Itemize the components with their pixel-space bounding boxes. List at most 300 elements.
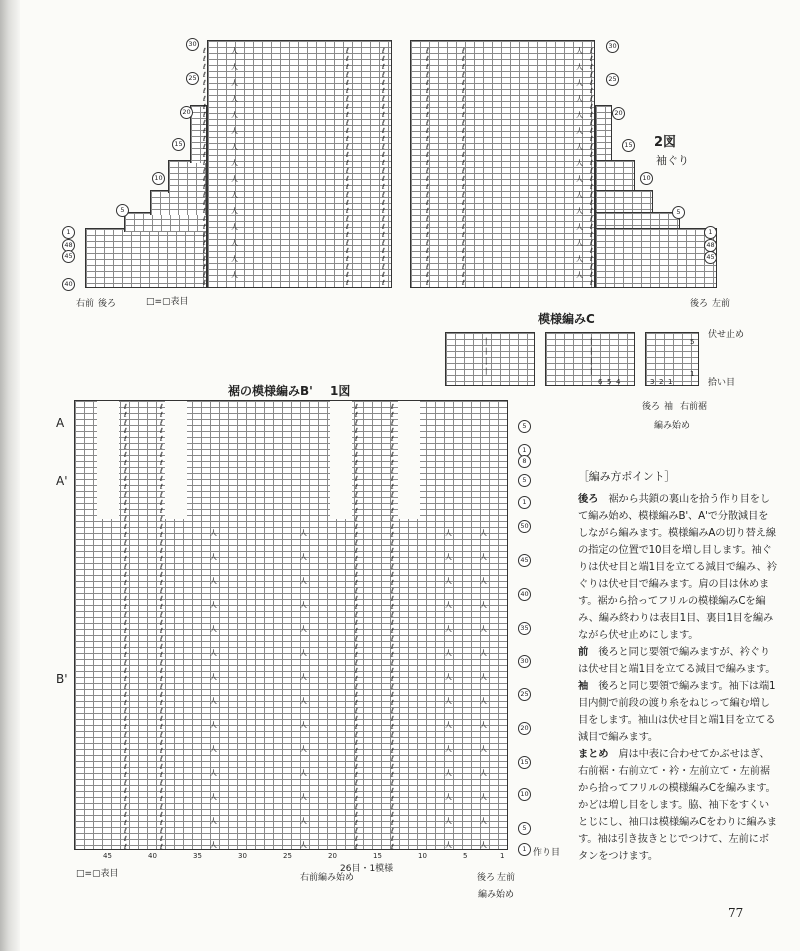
stitch-symbol: ℓ [160, 459, 163, 467]
chart-grid-left [85, 228, 207, 288]
stitch-symbol: ℓ [382, 103, 385, 111]
stitch-symbol: ℓ [203, 247, 206, 255]
stitch-symbol: ℓ [124, 611, 127, 619]
stitch-symbol: ℓ [203, 47, 206, 55]
start-label: 編み始め [654, 421, 691, 431]
pattern-c-title: 模様編みC [538, 312, 595, 326]
stitch-symbol: ℓ [160, 427, 163, 435]
stitch-symbol: ℓ [426, 271, 429, 279]
column-number: 15 [373, 852, 382, 860]
stitch-symbol: 人 [300, 649, 307, 657]
row-label: 25 [518, 688, 531, 701]
row-label: 48 [62, 239, 75, 252]
row-label: 1 [518, 843, 531, 856]
stitch-symbol: ℓ [382, 71, 385, 79]
stitch-symbol: ℓ [124, 411, 127, 419]
stitch-symbol: ℓ [160, 787, 163, 795]
diagram-2-title: 2図 [654, 135, 677, 150]
stitch-symbol: ℓ [355, 675, 358, 683]
stitch-symbol: 人 [445, 601, 452, 609]
stitch-symbol: ℓ [462, 87, 465, 95]
stitch-symbol: ℓ [382, 79, 385, 87]
stitch-symbol: ℓ [391, 635, 394, 643]
stitch-symbol: ℓ [382, 199, 385, 207]
stitch-symbol: ℓ [346, 79, 349, 87]
stitch-symbol: ℓ [382, 63, 385, 71]
stitch-symbol: ℓ [124, 715, 127, 723]
bottom-label-sleeve: 袖 [664, 402, 674, 412]
stitch-symbol: 人 [300, 721, 307, 729]
stitch-symbol: ℓ [426, 167, 429, 175]
stitch-symbol: ℓ [426, 111, 429, 119]
stitch-symbol: ℓ [355, 531, 358, 539]
stitch-symbol: ℓ [346, 127, 349, 135]
stitch-symbol: ℓ [124, 451, 127, 459]
stitch-symbol: ℓ [590, 71, 593, 79]
stitch-symbol: ℓ [355, 403, 358, 411]
stitch-symbol: 人 [300, 817, 307, 825]
stitch-symbol: ℓ [590, 135, 593, 143]
diagram-1-title: 裾の模様編みB' [228, 384, 313, 398]
bottom-label-right-front-hem: 右前裾 [680, 402, 708, 412]
stitch-symbol: ℓ [382, 111, 385, 119]
stitch-symbol: ℓ [462, 199, 465, 207]
stitch-symbol: ℓ [462, 119, 465, 127]
stitch-symbol: 人 [210, 553, 217, 561]
stitch-symbol: ℓ [382, 255, 385, 263]
stitch-symbol: ℓ [355, 483, 358, 491]
row-label: 45 [518, 554, 531, 567]
stitch-symbol: ℓ [355, 779, 358, 787]
stitch-symbol: ℓ [203, 95, 206, 103]
section-text: 後ろと同じ要領で編みますが、衿ぐりは伏せ目と端1目を立てる減目で編みます。 [578, 646, 776, 675]
stitch-symbol: ℓ [590, 175, 593, 183]
stitch-symbol: ℓ [426, 71, 429, 79]
pattern-gap [398, 401, 420, 519]
stitch-symbol: ℓ [355, 747, 358, 755]
stitch-symbol: ℓ [426, 119, 429, 127]
stitch-symbol: ℓ [391, 571, 394, 579]
stitch-symbol: ℓ [382, 191, 385, 199]
stitch-symbol: ℓ [382, 47, 385, 55]
stitch-symbol: ℓ [382, 231, 385, 239]
stitch-symbol: ℓ [124, 515, 127, 523]
stitch-symbol: ℓ [124, 731, 127, 739]
stitch-symbol: ℓ [124, 627, 127, 635]
stitch-symbol: ℓ [203, 55, 206, 63]
row-label: 25 [186, 72, 199, 85]
stitch-symbol: 人 [231, 127, 238, 135]
stitch-symbol: ℓ [355, 555, 358, 563]
stitch-symbol: ℓ [346, 119, 349, 127]
stitch-symbol: ℓ [355, 587, 358, 595]
stitch-symbol: ℓ [590, 111, 593, 119]
stitch-symbol: 人 [576, 127, 583, 135]
stitch-symbol: ℓ [590, 55, 593, 63]
stitch-symbol: ℓ [426, 55, 429, 63]
stitch-symbol: 人 [480, 841, 487, 849]
stitch-symbol: ℓ [124, 779, 127, 787]
section-head: 前 [578, 646, 589, 658]
stitch-symbol: ℓ [462, 135, 465, 143]
stitch-symbol: ℓ [462, 223, 465, 231]
stitch-symbol: ℓ [160, 595, 163, 603]
stitch-symbol: ℓ [160, 707, 163, 715]
stitch-symbol: ℓ [391, 467, 394, 475]
stitch-symbol: 人 [480, 553, 487, 561]
stitch-symbol: ℓ [355, 499, 358, 507]
stitch-symbol: ℓ [124, 459, 127, 467]
stitch-symbol: ℓ [160, 419, 163, 427]
stitch-symbol: 人 [231, 271, 238, 279]
stitch-symbol: ℓ [355, 427, 358, 435]
stitch-symbol: 人 [300, 529, 307, 537]
stitch-symbol: ℓ [124, 499, 127, 507]
stitch-symbol: ℓ [160, 483, 163, 491]
stitch-symbol: ℓ [124, 403, 127, 411]
stitch-symbol: ℓ [160, 779, 163, 787]
stitch-symbol: ℓ [355, 475, 358, 483]
stitch-symbol: ℓ [391, 835, 394, 843]
stitch-symbol: ℓ [590, 191, 593, 199]
stitch-symbol: ℓ [590, 63, 593, 71]
stitch-symbol: 人 [576, 207, 583, 215]
stitch-symbol: ℓ [124, 811, 127, 819]
stitch-symbol: ℓ [391, 819, 394, 827]
stitch-symbol: ℓ [355, 691, 358, 699]
stitch-symbol: ℓ [382, 159, 385, 167]
stitch-symbol: ℓ [346, 111, 349, 119]
chart-grid-right [595, 160, 635, 193]
stitch-symbol: ℓ [355, 835, 358, 843]
stitch-symbol: ℓ [355, 803, 358, 811]
stitch-symbol: ℓ [203, 199, 206, 207]
stitch-symbol: ℓ [391, 515, 394, 523]
stitch-symbol: ℓ [203, 143, 206, 151]
stitch-symbol: ℓ [462, 95, 465, 103]
stitch-symbol: ℓ [160, 835, 163, 843]
stitch-symbol: ℓ [160, 579, 163, 587]
stitch-number: 3 [650, 378, 655, 386]
stitch-symbol: ℓ [426, 279, 429, 287]
stitch-symbol: 人 [210, 721, 217, 729]
stitch-symbol: ℓ [426, 63, 429, 71]
stitch-symbol: ℓ [590, 47, 593, 55]
stitch-symbol: ℓ [382, 279, 385, 287]
stitch-symbol: 人 [576, 255, 583, 263]
stitch-symbol: ℓ [124, 691, 127, 699]
stitch-symbol: ℓ [462, 207, 465, 215]
row-label: 15 [172, 138, 185, 151]
stitch-symbol: ℓ [124, 427, 127, 435]
stitch-symbol: 人 [210, 745, 217, 753]
stitch-symbol: ℓ [462, 215, 465, 223]
stitch-symbol: 人 [480, 625, 487, 633]
stitch-symbol: ℓ [124, 571, 127, 579]
stitch-symbol: 人 [300, 841, 307, 849]
stitch-symbol: ℓ [160, 843, 163, 851]
stitch-symbol: ℓ [391, 723, 394, 731]
row-label: 50 [518, 520, 531, 533]
stitch-symbol: ℓ [426, 239, 429, 247]
stitch-symbol: ℓ [391, 443, 394, 451]
stitch-symbol: 人 [445, 841, 452, 849]
stitch-symbol: ℓ [391, 691, 394, 699]
chart-grid-left [168, 160, 207, 193]
stitch-symbol: ℓ [391, 483, 394, 491]
stitch-symbol: ℓ [462, 79, 465, 87]
stitch-symbol: ℓ [590, 95, 593, 103]
stitch-symbol: ℓ [382, 135, 385, 143]
stitch-symbol: ℓ [462, 175, 465, 183]
stitch-symbol: 人 [480, 577, 487, 585]
stitch-symbol: ℓ [124, 435, 127, 443]
stitch-symbol: 人 [576, 271, 583, 279]
stitch-symbol: ℓ [124, 747, 127, 755]
stitch-symbol: ℓ [382, 87, 385, 95]
stitch-symbol: ℓ [203, 175, 206, 183]
stitch-symbol: ℓ [160, 771, 163, 779]
stitch-symbol: 人 [300, 625, 307, 633]
stitch-symbol: ℓ [590, 87, 593, 95]
stitch-symbol: ℓ [391, 827, 394, 835]
stitch-symbol: ℓ [160, 827, 163, 835]
stitch-symbol: ℓ [124, 819, 127, 827]
stitch-symbol: ℓ [426, 175, 429, 183]
stitch-symbol: 人 [480, 769, 487, 777]
stitch-symbol: 人 [480, 793, 487, 801]
stitch-symbol: ℓ [355, 603, 358, 611]
stitch-symbol: ℓ [391, 579, 394, 587]
stitch-symbol: ℓ [160, 747, 163, 755]
stitch-symbol: ℓ [346, 159, 349, 167]
stitch-symbol: 人 [480, 721, 487, 729]
stitch-symbol: ℓ [391, 651, 394, 659]
stitch-symbol: ℓ [160, 643, 163, 651]
stitch-symbol: ℓ [382, 215, 385, 223]
stitch-symbol: ℓ [382, 143, 385, 151]
row-label: 15 [622, 139, 635, 152]
stitch-symbol: ℓ [124, 635, 127, 643]
stitch-symbol: ℓ [160, 795, 163, 803]
stitch-symbol: 人 [576, 175, 583, 183]
bottom-label-back: 後ろ [477, 873, 496, 883]
stitch-symbol: ℓ [160, 603, 163, 611]
stitch-symbol: ℓ [160, 811, 163, 819]
stitch-symbol: ℓ [382, 127, 385, 135]
row-label: 30 [606, 40, 619, 53]
stitch-symbol: 人 [445, 529, 452, 537]
stitch-symbol: 人 [300, 577, 307, 585]
diagram-2-subtitle: 袖ぐり [656, 154, 689, 167]
stitch-symbol: 人 [480, 673, 487, 681]
bottom-label-left-front: 左前 [497, 873, 516, 883]
notes-section [578, 678, 778, 746]
stitch-symbol: ℓ [426, 191, 429, 199]
stitch-symbol: 人 [576, 63, 583, 71]
row-number: 1 [690, 370, 695, 378]
stitch-symbol: ℓ [426, 183, 429, 191]
stitch-symbol: ℓ [382, 119, 385, 127]
stitch-symbol: ℓ [203, 119, 206, 127]
stitch-symbol: ℓ [160, 683, 163, 691]
row-label: 45 [62, 250, 75, 263]
stitch-symbol: ℓ [124, 643, 127, 651]
stitch-symbol: ℓ [382, 167, 385, 175]
stitch-symbol: 人 [231, 159, 238, 167]
stitch-symbol: ℓ [391, 771, 394, 779]
stitch-symbol: ℓ [355, 707, 358, 715]
stitch-symbol: 人 [445, 673, 452, 681]
stitch-symbol: ℓ [160, 587, 163, 595]
stitch-symbol: 人 [576, 79, 583, 87]
stitch-symbol: ℓ [590, 79, 593, 87]
stitch-symbol: ℓ [160, 651, 163, 659]
stitch-symbol: ℓ [355, 843, 358, 851]
stitch-symbol: ℓ [391, 603, 394, 611]
stitch-symbol: ℓ [346, 183, 349, 191]
stitch-symbol: 人 [210, 793, 217, 801]
stitch-symbol: ℓ [203, 167, 206, 175]
stitch-symbol: ℓ [391, 683, 394, 691]
stitch-symbol: ℓ [355, 435, 358, 443]
stitch-symbol: ℓ [391, 491, 394, 499]
stitch-symbol: ℓ [391, 459, 394, 467]
column-number: 45 [103, 852, 112, 860]
row-label: 25 [606, 73, 619, 86]
diagram-1-figure: 1図 [330, 384, 351, 398]
stitch-symbol: ℓ [124, 827, 127, 835]
stitch-number: 4 [616, 378, 621, 386]
stitch-symbol: ℓ [391, 595, 394, 603]
stitch-symbol: ℓ [391, 427, 394, 435]
stitch-symbol: 人 [231, 47, 238, 55]
stitch-symbol: ℓ [382, 95, 385, 103]
stitch-symbol: ℓ [462, 111, 465, 119]
stitch-symbol: ℓ [355, 523, 358, 531]
page-spine-shadow [0, 0, 20, 951]
stitch-symbol: 人 [210, 577, 217, 585]
stitch-symbol: ℓ [355, 579, 358, 587]
stitch-symbol: ℓ [355, 491, 358, 499]
stitch-symbol: ℓ [391, 419, 394, 427]
stitch-symbol: ℓ [590, 215, 593, 223]
stitch-symbol: ℓ [355, 755, 358, 763]
stitch-symbol: ℓ [124, 539, 127, 547]
row-label: 48 [704, 239, 717, 252]
stitch-symbol: ℓ [160, 499, 163, 507]
stitch-symbol: ℓ [426, 223, 429, 231]
stitch-symbol: ℓ [426, 255, 429, 263]
stitch-symbol: 人 [231, 79, 238, 87]
stitch-symbol: ℓ [346, 95, 349, 103]
stitch-symbol: ℓ [124, 843, 127, 851]
stitch-symbol: ℓ [391, 747, 394, 755]
stitch-symbol: ℓ [391, 587, 394, 595]
stitch-symbol: ℓ [462, 103, 465, 111]
column-number: 1 [500, 852, 505, 860]
stitch-symbol: 人 [231, 191, 238, 199]
cast-on-label: 作り目 [533, 848, 561, 858]
stitch-symbol: ℓ [391, 739, 394, 747]
stitch-symbol: ℓ [426, 199, 429, 207]
stitch-symbol: ℓ [124, 547, 127, 555]
stitch-symbol: 人 [480, 649, 487, 657]
stitch-symbol: 人 [300, 793, 307, 801]
column-number: 35 [193, 852, 202, 860]
stitch-symbol: ℓ [124, 723, 127, 731]
stitch-symbol: ℓ [426, 159, 429, 167]
stitch-symbol: ℓ [355, 787, 358, 795]
stitch-symbol: ℓ [355, 763, 358, 771]
stitch-symbol: 人 [210, 673, 217, 681]
stitch-symbol: ℓ [124, 739, 127, 747]
stitch-symbol: ℓ [590, 143, 593, 151]
stitch-symbol: ℓ [462, 279, 465, 287]
row-label: 5 [672, 206, 685, 219]
stitch-symbol: ℓ [203, 79, 206, 87]
repeat-label: 26目・1模様 [340, 864, 394, 874]
stitch-symbol: ℓ [355, 827, 358, 835]
bottom-label-back: 後ろ [642, 402, 661, 412]
stitch-symbol: ℓ [391, 707, 394, 715]
stitch-symbol: ℓ [391, 499, 394, 507]
chart-grid-right [410, 40, 595, 288]
stitch-number: 1 [668, 378, 673, 386]
row-label: 10 [152, 172, 165, 185]
stitch-symbol: 人 [445, 577, 452, 585]
stitch-symbol: ℓ [124, 563, 127, 571]
stitch-symbol: ℓ [462, 263, 465, 271]
stitch-symbol: ℓ [462, 71, 465, 79]
stitch-symbol: ℓ [391, 619, 394, 627]
notes-heading: ［編み方ポイント］ [578, 470, 676, 483]
stitch-symbol: 人 [480, 745, 487, 753]
stitch-symbol: ℓ [203, 191, 206, 199]
section-head: 袖 [578, 680, 589, 692]
stitch-symbol: ℓ [355, 595, 358, 603]
stitch-symbol: ℓ [391, 539, 394, 547]
row-label: 10 [640, 172, 653, 185]
stitch-symbol: 人 [576, 143, 583, 151]
row-label: 20 [612, 107, 625, 120]
stitch-symbol: ℓ [391, 403, 394, 411]
stitch-symbol: ℓ [355, 683, 358, 691]
stitch-symbol: ℓ [391, 755, 394, 763]
stitch-symbol: ℓ [203, 279, 206, 287]
pattern-gap [330, 401, 352, 519]
stitch-symbol: ℓ [346, 279, 349, 287]
stitch-symbol: ℓ [124, 803, 127, 811]
stitch-symbol: 人 [231, 63, 238, 71]
row-label: 20 [180, 106, 193, 119]
stitch-symbol: ℓ [426, 263, 429, 271]
stitch-symbol: ℓ [462, 159, 465, 167]
stitch-symbol: ℓ [346, 207, 349, 215]
stitch-symbol: ℓ [124, 763, 127, 771]
stitch-symbol: ℓ [203, 263, 206, 271]
stitch-symbol: ℓ [160, 723, 163, 731]
stitch-symbol: ℓ [346, 271, 349, 279]
stitch-symbol: ℓ [355, 651, 358, 659]
stitch-symbol: ℓ [426, 95, 429, 103]
stitch-symbol: 人 [231, 223, 238, 231]
chart-grid-right [595, 105, 612, 163]
stitch-symbol: ℓ [590, 247, 593, 255]
row-label: 8 [518, 455, 531, 468]
stitch-symbol: ℓ [203, 63, 206, 71]
section-label-a-prime: A' [56, 474, 68, 488]
